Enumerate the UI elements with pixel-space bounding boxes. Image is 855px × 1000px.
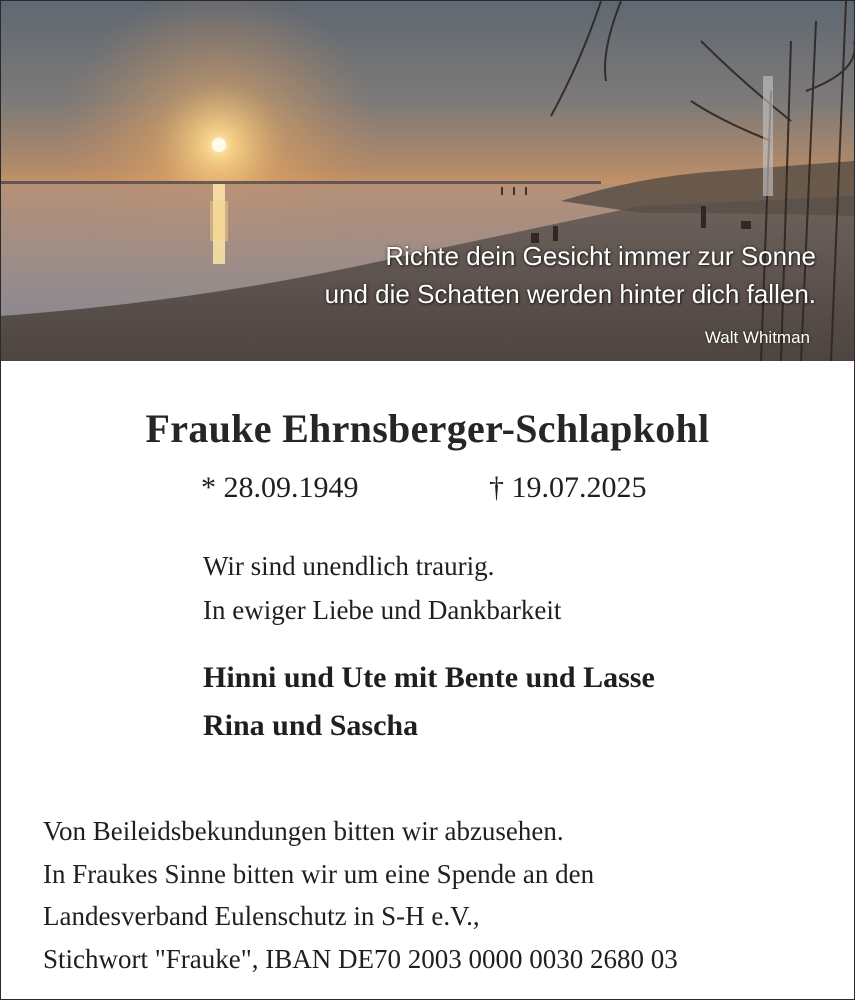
- quote-author: Walt Whitman: [704, 328, 810, 347]
- mourning-line-1: Wir sind unendlich traurig.: [203, 551, 495, 581]
- sunset-beach-photo: [1, 1, 854, 361]
- birth-date: * 28.09.1949: [201, 471, 359, 504]
- family-line-2: Rina und Sascha: [203, 709, 419, 742]
- deceased-name: Frauke Ehrnsberger-Schlapkohl: [145, 406, 710, 451]
- notice-line-4: Stichwort "Frauke", IBAN DE70 2003 0000 0030 2680 03: [43, 944, 678, 974]
- quote: [325, 237, 816, 313]
- family-line-1: Hinni und Ute mit Bente und Lasse: [203, 661, 655, 694]
- notice-line-2: In Fraukes Sinne bitten wir um eine Spende an den: [43, 859, 595, 889]
- notice-line-3: Landesverband Eulenschutz in S-H e.V.,: [43, 901, 480, 931]
- mourning-line-2: In ewiger Liebe und Dankbarkeit: [203, 595, 562, 625]
- quote-line-2: und die Schatten werden hinter dich fallen.: [324, 279, 816, 309]
- death-date: † 19.07.2025: [489, 471, 647, 504]
- quote-line-1: Richte dein Gesicht immer zur Sonne: [385, 241, 816, 271]
- notice-line-1: Von Beileidsbekundungen bitten wir abzusehen.: [43, 816, 564, 846]
